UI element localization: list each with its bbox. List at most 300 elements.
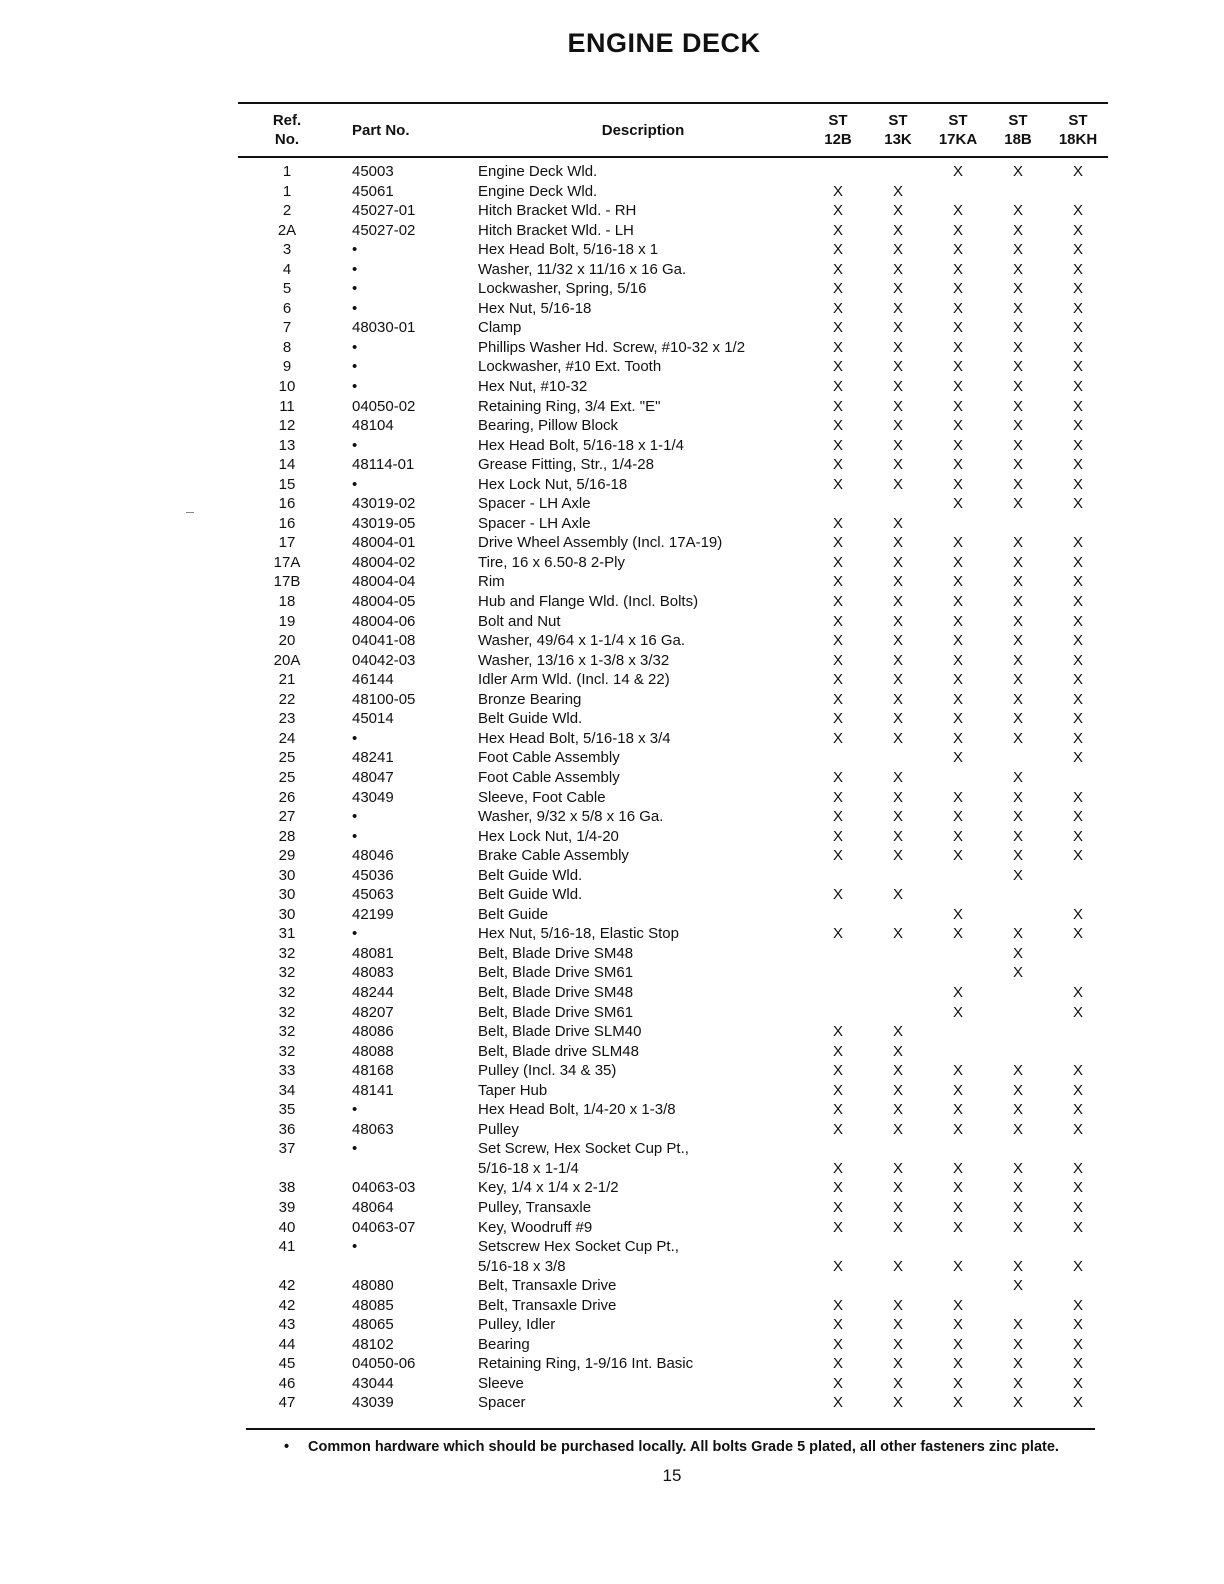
ref-no-cell: 13 bbox=[278, 436, 296, 454]
model-mark-cell: X bbox=[1012, 768, 1023, 786]
model-mark-cell: X bbox=[1072, 475, 1083, 493]
ref-no-cell: 42 bbox=[278, 1277, 296, 1295]
model-mark-cell bbox=[1048, 1276, 1108, 1296]
model-mark-cell: X bbox=[1012, 847, 1023, 865]
description-cell: Spacer bbox=[478, 1394, 526, 1412]
header-ref-line2: No. bbox=[274, 131, 300, 148]
model-mark-cell bbox=[868, 1139, 928, 1159]
part-no-cell: • bbox=[352, 1238, 358, 1256]
description-cell: Belt Guide Wld. bbox=[478, 710, 583, 728]
model-mark-cell: X bbox=[952, 827, 963, 845]
model-mark-cell: X bbox=[892, 338, 903, 356]
model-mark-cell: X bbox=[952, 1335, 963, 1353]
parts-table-body bbox=[238, 157, 1108, 1413]
part-no-cell: 48083 bbox=[352, 964, 394, 982]
ref-no-cell: 37 bbox=[278, 1140, 296, 1158]
model-mark-cell: X bbox=[952, 456, 963, 474]
part-no-cell: • bbox=[352, 925, 358, 943]
model-mark-cell bbox=[1048, 944, 1108, 964]
header-model-line2: 18KH bbox=[1058, 131, 1098, 148]
description-cell: Belt Guide Wld. bbox=[478, 866, 583, 884]
part-no-cell: 48004-02 bbox=[352, 553, 416, 571]
parts-table bbox=[238, 102, 1108, 1413]
table-row bbox=[238, 1042, 1108, 1062]
model-mark-cell bbox=[868, 944, 928, 964]
model-mark-cell bbox=[868, 1237, 928, 1257]
model-mark-cell: X bbox=[832, 1218, 843, 1236]
header-model-line1: ST bbox=[1008, 112, 1028, 129]
ref-no-cell: 23 bbox=[278, 710, 296, 728]
ref-no-cell: 25 bbox=[278, 749, 296, 767]
ref-no-cell: 17B bbox=[273, 573, 301, 591]
model-mark-cell bbox=[928, 514, 988, 534]
description-cell: Washer, 13/16 x 1-3/8 x 3/32 bbox=[478, 651, 670, 669]
part-no-cell: • bbox=[352, 436, 358, 454]
model-mark-cell: X bbox=[1072, 280, 1083, 298]
part-no-cell: 43019-02 bbox=[352, 495, 416, 513]
table-row bbox=[238, 553, 1108, 573]
table-row bbox=[238, 1120, 1108, 1140]
model-mark-cell: X bbox=[832, 1394, 843, 1412]
model-mark-cell: X bbox=[952, 612, 963, 630]
model-mark-cell: X bbox=[952, 553, 963, 571]
parts-table-header bbox=[238, 103, 1108, 157]
part-no-cell: 48046 bbox=[352, 847, 394, 865]
model-mark-cell: X bbox=[832, 1042, 843, 1060]
part-no-cell: 04050-06 bbox=[352, 1355, 416, 1373]
ref-no-cell: 40 bbox=[278, 1218, 296, 1236]
description-cell: Bearing bbox=[478, 1335, 530, 1353]
model-mark-cell bbox=[1048, 1139, 1108, 1159]
model-mark-cell: X bbox=[952, 1355, 963, 1373]
description-cell: Belt Guide bbox=[478, 905, 549, 923]
model-mark-cell: X bbox=[892, 397, 903, 415]
table-row bbox=[238, 670, 1108, 690]
model-mark-cell: X bbox=[1072, 1101, 1083, 1119]
model-mark-cell: X bbox=[892, 1394, 903, 1412]
model-mark-cell: X bbox=[952, 534, 963, 552]
table-row bbox=[238, 1296, 1108, 1316]
model-mark-cell: X bbox=[952, 847, 963, 865]
table-row bbox=[238, 299, 1108, 319]
ref-no-cell: 20 bbox=[278, 632, 296, 650]
model-mark-cell: X bbox=[952, 319, 963, 337]
model-mark-cell: X bbox=[832, 651, 843, 669]
model-mark-cell: X bbox=[952, 299, 963, 317]
model-mark-cell: X bbox=[1072, 1257, 1083, 1275]
table-row bbox=[238, 690, 1108, 710]
model-mark-cell: X bbox=[1072, 632, 1083, 650]
model-mark-cell bbox=[868, 1003, 928, 1023]
model-mark-cell: X bbox=[892, 221, 903, 239]
model-mark-cell: X bbox=[892, 436, 903, 454]
ref-no-cell: 43 bbox=[278, 1316, 296, 1334]
header-ref-no bbox=[238, 103, 336, 157]
model-mark-cell: X bbox=[952, 202, 963, 220]
model-mark-cell: X bbox=[832, 182, 843, 200]
part-no-cell: 48004-06 bbox=[352, 612, 416, 630]
description-cell: Belt, Transaxle Drive bbox=[478, 1277, 617, 1295]
table-row bbox=[238, 827, 1108, 847]
model-mark-cell: X bbox=[832, 671, 843, 689]
table-row bbox=[238, 240, 1108, 260]
model-mark-cell: X bbox=[832, 358, 843, 376]
model-mark-cell: X bbox=[892, 260, 903, 278]
model-mark-cell bbox=[1048, 768, 1108, 788]
model-mark-cell: X bbox=[892, 1042, 903, 1060]
part-no-cell: 48244 bbox=[352, 983, 394, 1001]
model-mark-cell: X bbox=[832, 338, 843, 356]
model-mark-cell: X bbox=[1012, 436, 1023, 454]
model-mark-cell: X bbox=[832, 827, 843, 845]
table-row bbox=[238, 846, 1108, 866]
model-mark-cell: X bbox=[1072, 1159, 1083, 1177]
table-row bbox=[238, 1354, 1108, 1374]
part-no-cell: 48004-01 bbox=[352, 534, 416, 552]
part-no-cell: 45027-01 bbox=[352, 202, 416, 220]
model-mark-cell: X bbox=[1072, 593, 1083, 611]
model-mark-cell: X bbox=[952, 163, 963, 180]
ref-no-cell: 35 bbox=[278, 1101, 296, 1119]
model-mark-cell: X bbox=[1072, 1296, 1083, 1314]
model-mark-cell: X bbox=[832, 475, 843, 493]
model-mark-cell: X bbox=[952, 1081, 963, 1099]
description-cell: Phillips Washer Hd. Screw, #10-32 x 1/2 bbox=[478, 338, 746, 356]
ref-no-cell: 11 bbox=[279, 397, 295, 415]
table-row bbox=[238, 1100, 1108, 1120]
model-mark-cell: X bbox=[952, 1003, 963, 1021]
header-model-line1: ST bbox=[1068, 112, 1088, 129]
model-mark-cell: X bbox=[952, 729, 963, 747]
description-cell: 5/16-18 x 3/8 bbox=[478, 1257, 566, 1275]
model-mark-cell: X bbox=[952, 378, 963, 396]
table-row bbox=[238, 729, 1108, 749]
model-mark-cell: X bbox=[832, 397, 843, 415]
ref-no-cell: 8 bbox=[282, 338, 292, 356]
part-no-cell: 48168 bbox=[352, 1062, 394, 1080]
model-mark-cell: X bbox=[892, 1335, 903, 1353]
ref-no-cell: 14 bbox=[278, 456, 296, 474]
description-cell: Washer, 11/32 x 11/16 x 16 Ga. bbox=[478, 260, 687, 278]
description-cell: Washer, 9/32 x 5/8 x 16 Ga. bbox=[478, 808, 664, 826]
description-cell: Hex Nut, 5/16-18 bbox=[478, 299, 592, 317]
model-mark-cell bbox=[808, 1139, 868, 1159]
model-mark-cell bbox=[808, 963, 868, 983]
model-mark-cell: X bbox=[1072, 690, 1083, 708]
table-row bbox=[238, 1081, 1108, 1101]
description-cell: Drive Wheel Assembly (Incl. 17A-19) bbox=[478, 534, 723, 552]
model-mark-cell: X bbox=[1072, 338, 1083, 356]
part-no-cell: 43039 bbox=[352, 1394, 394, 1412]
model-mark-cell: X bbox=[892, 1218, 903, 1236]
table-row bbox=[238, 157, 1108, 182]
model-mark-cell: X bbox=[1072, 1003, 1083, 1021]
ref-no-cell: 44 bbox=[278, 1335, 296, 1353]
ref-no-cell: 30 bbox=[278, 905, 296, 923]
model-mark-cell bbox=[928, 1276, 988, 1296]
model-mark-cell: X bbox=[1012, 1101, 1023, 1119]
model-mark-cell: X bbox=[1012, 397, 1023, 415]
description-cell: Pulley, Transaxle bbox=[478, 1198, 592, 1216]
header-model-line2: 17KA bbox=[938, 131, 978, 148]
ref-no-cell: 9 bbox=[282, 358, 292, 376]
part-no-cell: 48100-05 bbox=[352, 690, 416, 708]
model-mark-cell: X bbox=[892, 925, 903, 943]
model-mark-cell: X bbox=[952, 690, 963, 708]
ref-no-cell: 1 bbox=[282, 182, 292, 200]
model-mark-cell: X bbox=[1012, 299, 1023, 317]
model-mark-cell: X bbox=[1012, 163, 1023, 180]
model-mark-cell: X bbox=[832, 1335, 843, 1353]
part-no-cell: 48207 bbox=[352, 1003, 394, 1021]
description-cell: Tire, 16 x 6.50-8 2-Ply bbox=[478, 553, 626, 571]
model-mark-cell bbox=[1048, 1237, 1108, 1257]
model-mark-cell: X bbox=[1012, 671, 1023, 689]
model-mark-cell: X bbox=[832, 573, 843, 591]
ref-no-cell: 32 bbox=[278, 1003, 296, 1021]
model-mark-cell: X bbox=[832, 456, 843, 474]
ref-no-cell: 16 bbox=[278, 514, 296, 532]
model-mark-cell: X bbox=[892, 378, 903, 396]
model-mark-cell: X bbox=[892, 1296, 903, 1314]
model-mark-cell: X bbox=[892, 1159, 903, 1177]
description-cell: Retaining Ring, 3/4 Ext. "E" bbox=[478, 397, 661, 415]
model-mark-cell: X bbox=[1072, 534, 1083, 552]
ref-no-cell: 25 bbox=[278, 768, 296, 786]
model-mark-cell bbox=[808, 157, 868, 182]
ref-no-cell: 3 bbox=[282, 241, 292, 259]
model-mark-cell bbox=[868, 748, 928, 768]
description-cell: Bolt and Nut bbox=[478, 612, 561, 630]
model-mark-cell: X bbox=[1012, 1335, 1023, 1353]
description-cell: Clamp bbox=[478, 319, 522, 337]
model-mark-cell bbox=[928, 1237, 988, 1257]
model-mark-cell bbox=[808, 944, 868, 964]
model-mark-cell: X bbox=[952, 1296, 963, 1314]
model-mark-cell: X bbox=[1012, 1062, 1023, 1080]
part-no-cell: 48080 bbox=[352, 1277, 394, 1295]
ref-no-cell: 17A bbox=[273, 553, 301, 571]
model-mark-cell: X bbox=[1012, 690, 1023, 708]
model-mark-cell: X bbox=[892, 1081, 903, 1099]
ref-no-cell: 2A bbox=[277, 221, 297, 239]
model-mark-cell: X bbox=[1072, 319, 1083, 337]
model-mark-cell: X bbox=[832, 1023, 843, 1041]
table-row bbox=[238, 1276, 1108, 1296]
model-mark-cell bbox=[868, 1276, 928, 1296]
model-mark-cell: X bbox=[832, 729, 843, 747]
table-row bbox=[238, 1003, 1108, 1023]
model-mark-cell: X bbox=[1072, 1316, 1083, 1334]
description-cell: Hex Nut, #10-32 bbox=[478, 378, 588, 396]
ref-no-cell: 47 bbox=[278, 1394, 296, 1412]
table-row bbox=[238, 768, 1108, 788]
model-mark-cell: X bbox=[952, 417, 963, 435]
model-mark-cell: X bbox=[952, 280, 963, 298]
description-cell: Foot Cable Assembly bbox=[478, 768, 620, 786]
description-cell: Hex Head Bolt, 1/4-20 x 1-3/8 bbox=[478, 1101, 676, 1119]
description-cell: Retaining Ring, 1-9/16 Int. Basic bbox=[478, 1355, 694, 1373]
ref-no-cell: 22 bbox=[278, 690, 296, 708]
model-mark-cell bbox=[868, 494, 928, 514]
table-row bbox=[238, 436, 1108, 456]
part-no-cell: 48114-01 bbox=[352, 456, 415, 474]
table-row bbox=[238, 416, 1108, 436]
table-row bbox=[238, 494, 1108, 514]
part-no-cell: 45014 bbox=[352, 710, 394, 728]
description-cell: Hitch Bracket Wld. - RH bbox=[478, 202, 637, 220]
ref-no-cell: 30 bbox=[278, 886, 296, 904]
model-mark-cell: X bbox=[1072, 202, 1083, 220]
part-no-cell: • bbox=[352, 827, 358, 845]
model-mark-cell: X bbox=[952, 749, 963, 767]
model-mark-cell bbox=[808, 1276, 868, 1296]
table-row bbox=[238, 1237, 1108, 1257]
description-cell: Setscrew Hex Socket Cup Pt., bbox=[478, 1238, 679, 1256]
model-mark-cell: X bbox=[892, 241, 903, 259]
model-mark-cell: X bbox=[892, 729, 903, 747]
table-row bbox=[238, 631, 1108, 651]
model-mark-cell: X bbox=[952, 710, 963, 728]
model-mark-cell: X bbox=[832, 553, 843, 571]
model-mark-cell: X bbox=[1012, 475, 1023, 493]
description-cell: Engine Deck Wld. bbox=[478, 182, 598, 200]
ref-no-cell: 7 bbox=[282, 319, 292, 337]
model-mark-cell: X bbox=[1012, 1179, 1023, 1197]
model-mark-cell bbox=[1048, 182, 1108, 202]
model-mark-cell bbox=[988, 1139, 1048, 1159]
table-row bbox=[238, 592, 1108, 612]
model-mark-cell: X bbox=[1012, 241, 1023, 259]
footnote-bullet: • bbox=[284, 1439, 290, 1455]
model-mark-cell bbox=[988, 514, 1048, 534]
model-mark-cell: X bbox=[832, 1081, 843, 1099]
model-mark-cell bbox=[868, 963, 928, 983]
model-mark-cell: X bbox=[832, 378, 843, 396]
model-mark-cell: X bbox=[952, 1316, 963, 1334]
description-cell: Foot Cable Assembly bbox=[478, 749, 620, 767]
model-mark-cell bbox=[928, 1022, 988, 1042]
model-mark-cell bbox=[988, 1237, 1048, 1257]
header-row bbox=[238, 103, 1108, 157]
header-model-line2: 18B bbox=[1004, 131, 1032, 148]
part-no-cell: 48065 bbox=[352, 1316, 394, 1334]
description-cell: Set Screw, Hex Socket Cup Pt., bbox=[478, 1140, 689, 1158]
model-mark-cell: X bbox=[952, 671, 963, 689]
part-no-cell: 43049 bbox=[352, 788, 394, 806]
header-model-line1: ST bbox=[828, 112, 848, 129]
part-no-cell: 48141 bbox=[352, 1081, 394, 1099]
description-cell: Bearing, Pillow Block bbox=[478, 417, 619, 435]
footnote-text: Common hardware which should be purchased locally. All bolts Grade 5 plated, all other fasteners zinc plate. bbox=[308, 1439, 1059, 1455]
model-mark-cell: X bbox=[892, 1023, 903, 1041]
model-mark-cell: X bbox=[1012, 338, 1023, 356]
model-mark-cell: X bbox=[1072, 925, 1083, 943]
part-no-cell: • bbox=[352, 338, 358, 356]
ref-no-cell: 46 bbox=[278, 1374, 296, 1392]
description-cell: Hex Head Bolt, 5/16-18 x 3/4 bbox=[478, 729, 671, 747]
model-mark-cell: X bbox=[1012, 964, 1023, 982]
model-mark-cell: X bbox=[832, 1355, 843, 1373]
model-mark-cell bbox=[1048, 866, 1108, 886]
description-cell: Hex Head Bolt, 5/16-18 x 1-1/4 bbox=[478, 436, 684, 454]
model-mark-cell: X bbox=[1012, 651, 1023, 669]
footnote bbox=[284, 1439, 1184, 1455]
model-mark-cell: X bbox=[1012, 221, 1023, 239]
model-mark-cell: X bbox=[952, 1101, 963, 1119]
part-no-cell: 48104 bbox=[352, 417, 394, 435]
model-mark-cell: X bbox=[892, 1179, 903, 1197]
part-no-cell: 48004-05 bbox=[352, 593, 416, 611]
model-mark-cell: X bbox=[952, 632, 963, 650]
table-row bbox=[238, 1061, 1108, 1081]
table-row bbox=[238, 1178, 1108, 1198]
model-mark-cell: X bbox=[952, 1257, 963, 1275]
model-mark-cell: X bbox=[892, 1355, 903, 1373]
model-mark-cell: X bbox=[952, 1218, 963, 1236]
ref-no-cell: 2 bbox=[282, 202, 292, 220]
model-mark-cell: X bbox=[892, 1062, 903, 1080]
model-mark-cell: X bbox=[892, 319, 903, 337]
description-cell: Sleeve bbox=[478, 1374, 524, 1392]
model-mark-cell: X bbox=[1072, 358, 1083, 376]
ref-no-cell bbox=[238, 1257, 336, 1277]
table-row bbox=[238, 866, 1108, 886]
model-mark-cell: X bbox=[1072, 788, 1083, 806]
part-no-cell: 48086 bbox=[352, 1023, 394, 1041]
ref-no-cell: 32 bbox=[278, 964, 296, 982]
model-mark-cell: X bbox=[1072, 1081, 1083, 1099]
model-mark-cell: X bbox=[892, 280, 903, 298]
description-cell: Washer, 49/64 x 1-1/4 x 16 Ga. bbox=[478, 632, 686, 650]
model-mark-cell: X bbox=[1072, 241, 1083, 259]
part-no-cell: 45063 bbox=[352, 886, 394, 904]
model-mark-cell: X bbox=[1072, 983, 1083, 1001]
part-no-cell: 48085 bbox=[352, 1296, 394, 1314]
model-mark-cell: X bbox=[1012, 593, 1023, 611]
part-no-cell: 46144 bbox=[352, 671, 394, 689]
model-mark-cell bbox=[928, 944, 988, 964]
part-no-cell: 48081 bbox=[352, 944, 394, 962]
part-no-cell: • bbox=[352, 280, 358, 298]
model-mark-cell: X bbox=[832, 768, 843, 786]
header-ref-line1: Ref. bbox=[272, 112, 302, 129]
part-no-cell: 48064 bbox=[352, 1198, 394, 1216]
ref-no-cell: 29 bbox=[278, 847, 296, 865]
model-mark-cell: X bbox=[1012, 925, 1023, 943]
model-mark-cell: X bbox=[892, 358, 903, 376]
model-mark-cell: X bbox=[1012, 495, 1023, 513]
part-no-cell: 48102 bbox=[352, 1335, 394, 1353]
part-no-cell: • bbox=[352, 1101, 358, 1119]
model-mark-cell: X bbox=[1012, 319, 1023, 337]
model-mark-cell: X bbox=[832, 886, 843, 904]
model-mark-cell: X bbox=[1072, 260, 1083, 278]
header-model-st12b bbox=[808, 103, 868, 157]
table-row bbox=[238, 397, 1108, 417]
description-cell: Hex Nut, 5/16-18, Elastic Stop bbox=[478, 925, 679, 943]
description-cell: Grease Fitting, Str., 1/4-28 bbox=[478, 456, 654, 474]
ref-no-cell bbox=[238, 1159, 336, 1179]
model-mark-cell: X bbox=[952, 338, 963, 356]
model-mark-cell: X bbox=[892, 593, 903, 611]
model-mark-cell: X bbox=[1012, 1198, 1023, 1216]
model-mark-cell: X bbox=[832, 1062, 843, 1080]
part-no-cell bbox=[336, 1159, 476, 1179]
model-mark-cell: X bbox=[892, 573, 903, 591]
model-mark-cell bbox=[988, 1022, 1048, 1042]
model-mark-cell: X bbox=[1012, 280, 1023, 298]
